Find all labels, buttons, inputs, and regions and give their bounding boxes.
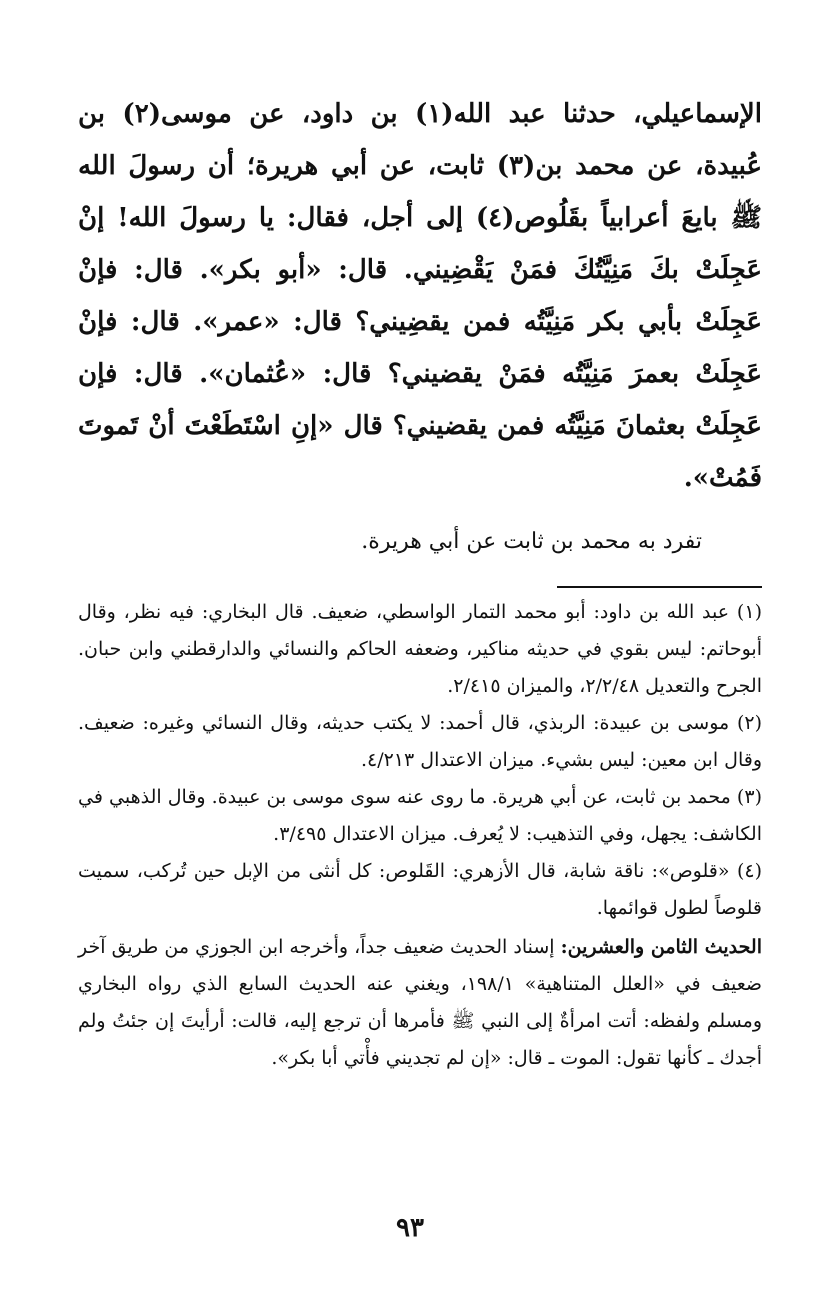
- footnote-separator: [557, 586, 762, 588]
- page-number: ٩٣: [396, 1213, 424, 1243]
- footnotes: [78, 594, 762, 927]
- footnote-number: (٤): [736, 860, 762, 882]
- hadith-text: الإسماعيلي، حدثنا عبد الله(١) بن داود، عن موسى(٢) بن عُبيدة، عن محمد بن(٣) ثابت، عن أبي هريرة؛ أن رسولَ الله ﷺ بايعَ أعرابياً بقَلُوص(٤) إلى أجل، فقال: يا رسولَ الله! إنْ عَجِلَتْ بكَ مَنِيَّتُكَ فمَنْ يَقْضِيني. قال: «أبو بكر». قال: فإنْ عَجِلَتْ بأبي بكر مَنِيَّتُه فمن يقضِيني؟ قال: «عمر». قال: فإنْ عَجِلَتْ بعمرَ مَنِيَّتُه فمَنْ يقضيني؟ قال: «عُثمان». قال: فإن عَجِلَتْ بعثمانَ مَنِيَّتُه فمن يقضيني؟ قال «إنِ اسْتَطَعْتَ أنْ تَموتَ فَمُتْ».: [78, 99, 763, 493]
- footnote-1: [78, 594, 762, 705]
- footnote-text: «قلوص»: ناقة شابة، قال الأزهري: القَلوص: كل أنثى من الإبل حين تُركب، سميت قلوصاً لطول قوائمها.: [78, 860, 762, 919]
- hadith-note: تفرد به محمد بن ثابت عن أبي هريرة.: [361, 529, 702, 554]
- footnote-number: (١): [736, 601, 762, 623]
- page: [78, 88, 762, 1077]
- footnote-number: (٣): [736, 786, 762, 808]
- commentary: [78, 929, 762, 1077]
- hadith-text-block: [78, 88, 762, 504]
- footnote-3: [78, 779, 762, 853]
- footnote-text: محمد بن ثابت، عن أبي هريرة. ما روى عنه سوى موسى بن عبيدة. وقال الذهبي في الكاشف: يجهل، وفي التذهيب: لا يُعرف. ميزان الاعتدال ٣/٤٩٥.: [78, 786, 762, 845]
- commentary-text: إسناد الحديث ضعيف جداً، وأخرجه ابن الجوزي من طريق آخر ضعيف في «العلل المتناهية» ١٩٨/١، ويغني عنه الحديث السابع الذي رواه البخاري ومسلم ولفظه: أتت امرأةٌ إلى النبي ﷺ فأمرها أن ترجع إليه، قالت: أرأيتَ إن جئتُ ولم أجدك ـ كأنها تقول: الموت ـ قال: «إن لم تجديني فأْتي أبا بكر».: [78, 936, 762, 1069]
- footnote-number: (٢): [736, 712, 762, 734]
- footnote-4: [78, 853, 762, 927]
- commentary-heading: الحديث الثامن والعشرين:: [560, 936, 762, 958]
- footnote-2: [78, 705, 762, 779]
- footnote-text: موسى بن عبيدة: الربذي، قال أحمد: لا يكتب حديثه، وقال النسائي وغيره: ضعيف. وقال ابن معين: ليس بشيء. ميزان الاعتدال ٤/٢١٣.: [78, 712, 762, 771]
- footnote-text: عبد الله بن داود: أبو محمد التمار الواسطي، ضعيف. قال البخاري: فيه نظر، وقال أبوحاتم: ليس بقوي في حديثه مناكير، وضعفه الحاكم والنسائي والدارقطني وابن حبان. الجرح والتعديل ٢/٢/٤٨، والميزان ٢/٤١٥.: [78, 601, 762, 697]
